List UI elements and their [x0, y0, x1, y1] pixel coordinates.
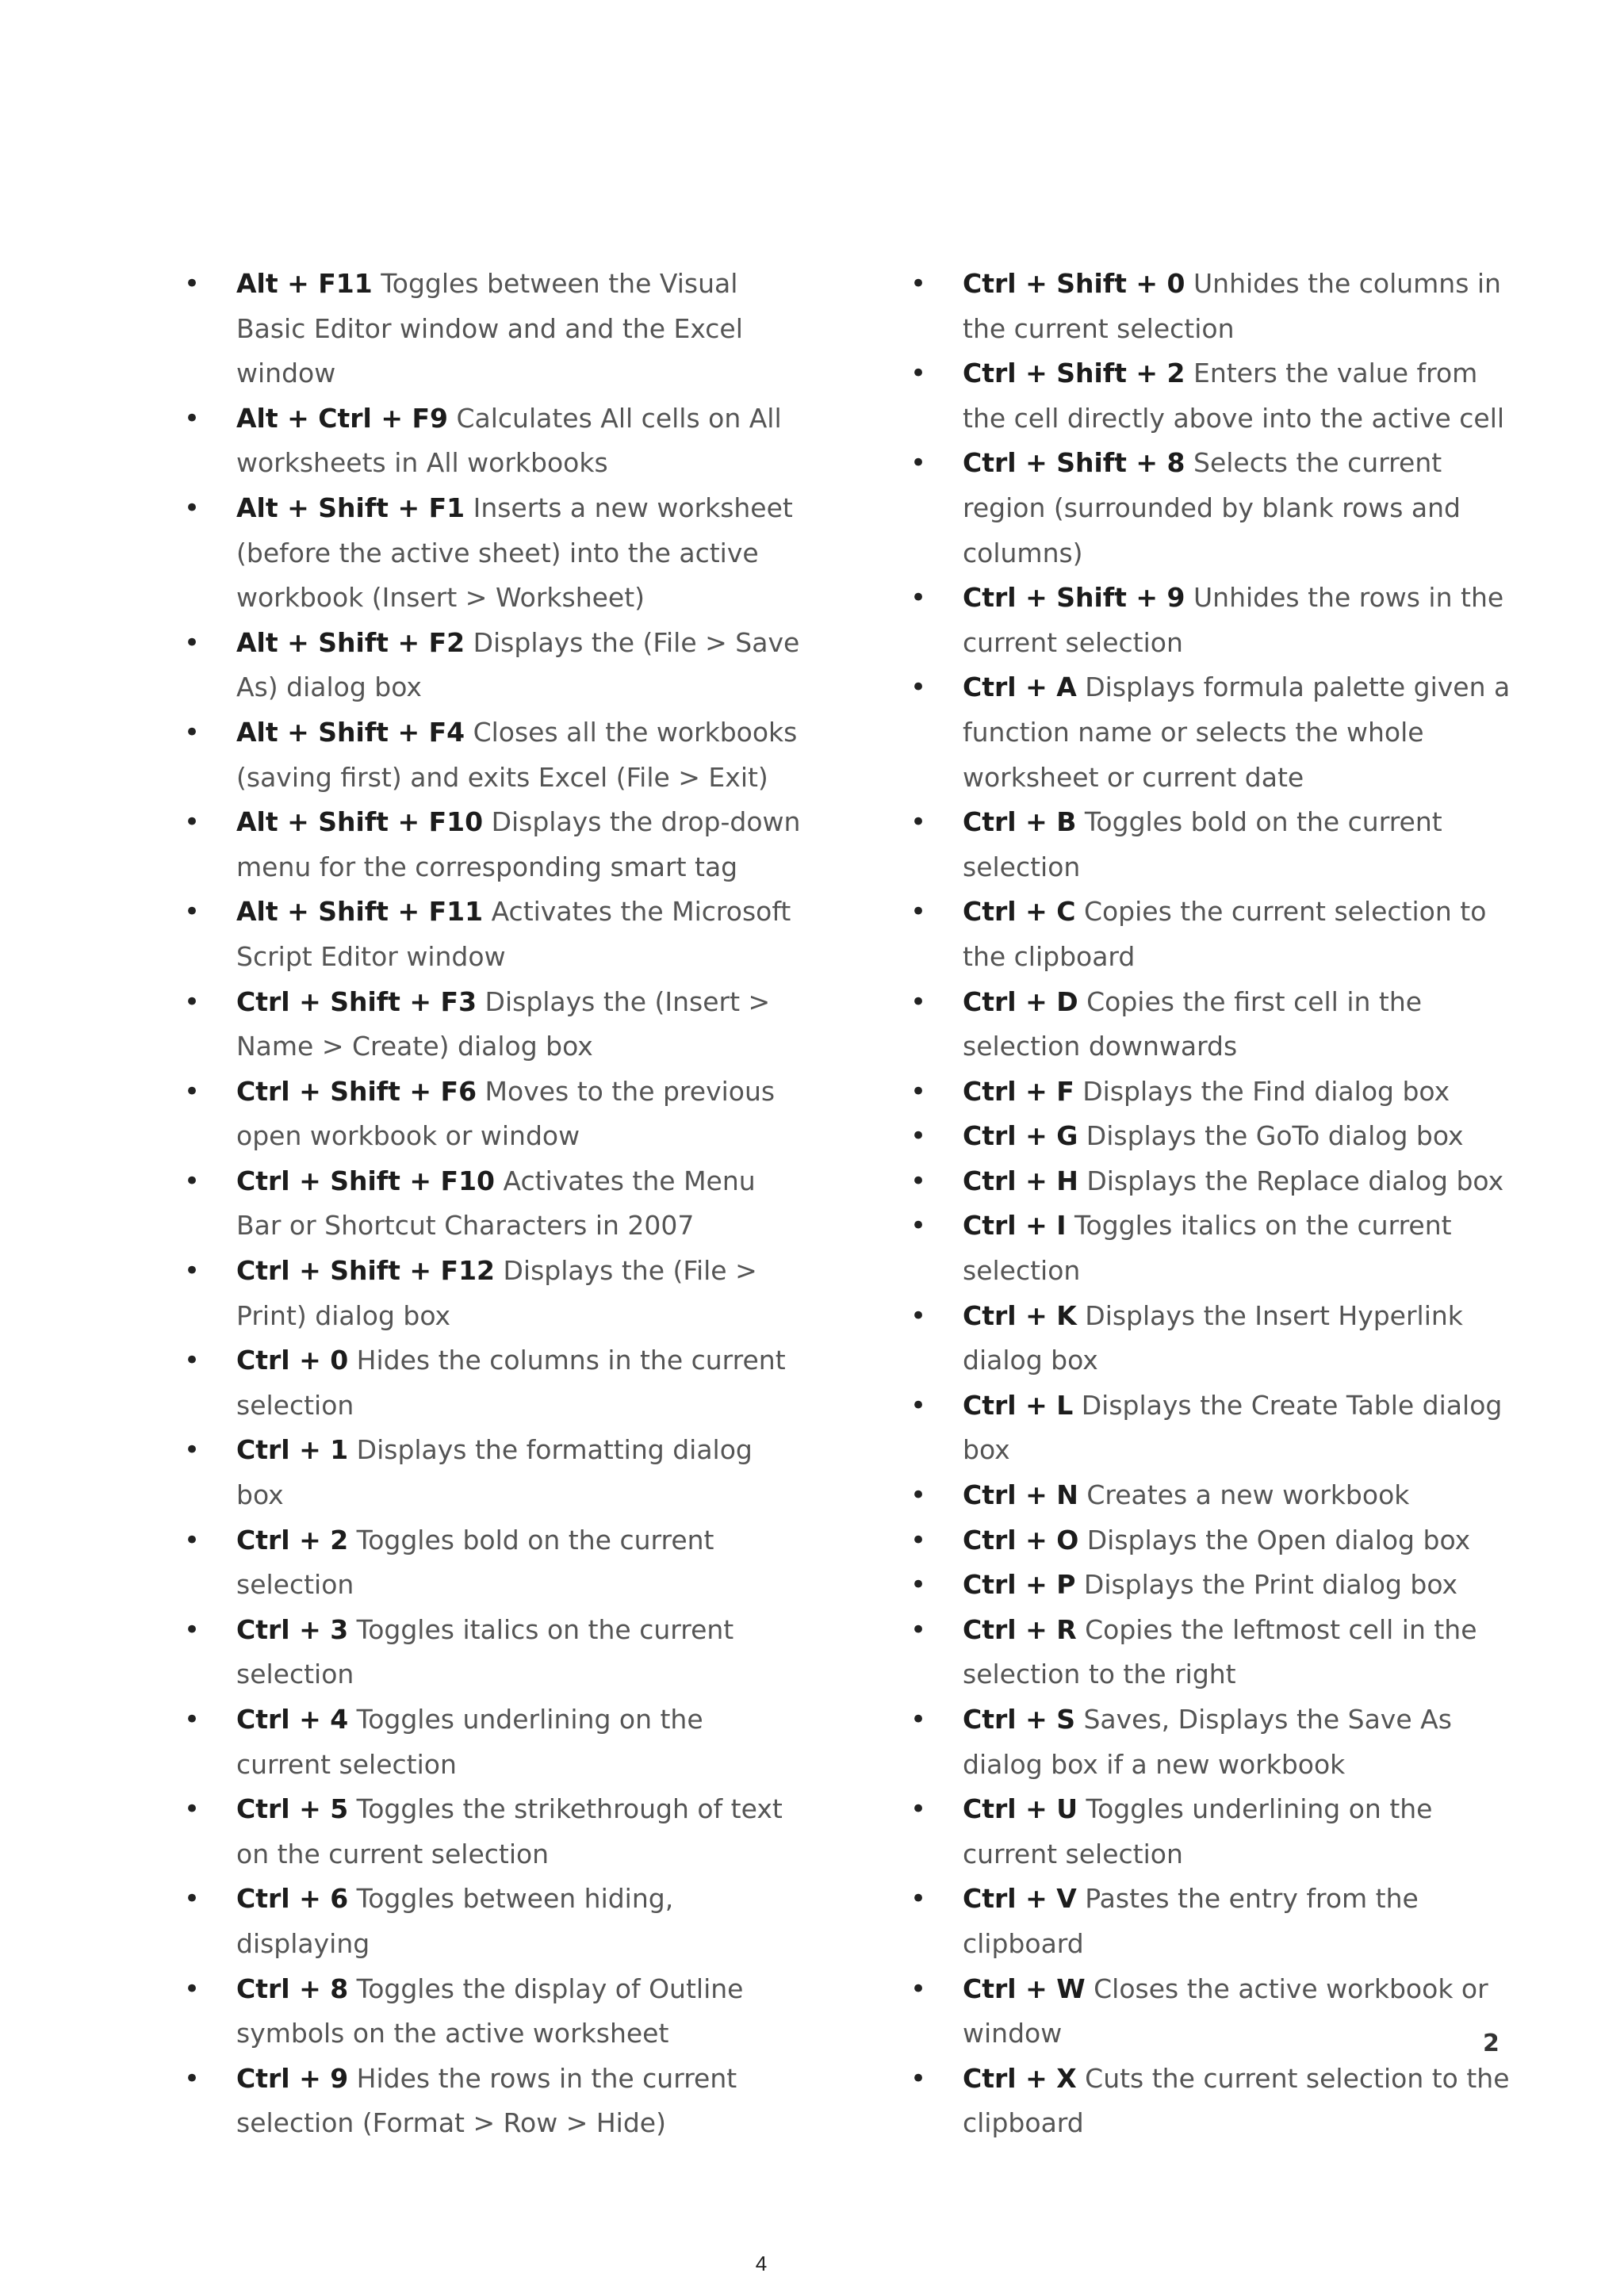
- shortcut-item: [184, 800, 802, 890]
- shortcut-description: Hides the columns in the current selection: [236, 1345, 786, 1421]
- shortcut-description: Displays the Create Table dialog box: [963, 1389, 1503, 1466]
- shortcut-description: Closes the active workbook or window: [963, 1973, 1488, 2049]
- shortcut-list-right: [910, 262, 1513, 2146]
- section-page-number: 2: [1483, 2030, 1500, 2057]
- page-footer-number: 4: [755, 2252, 768, 2275]
- shortcut-item: [910, 1967, 1513, 2057]
- shortcut-item: [184, 621, 802, 710]
- shortcut-description: Displays the Find dialog box: [1082, 1075, 1450, 1107]
- shortcut-description: Displays the Insert Hyperlink dialog box: [963, 1299, 1463, 1376]
- shortcut-keys: Ctrl + 4: [236, 1704, 349, 1735]
- shortcut-item: [910, 1518, 1513, 1563]
- shortcut-keys: Alt + F11: [236, 268, 373, 299]
- shortcut-item: [910, 1203, 1513, 1293]
- shortcut-item: [910, 1608, 1513, 1697]
- shortcut-keys: Ctrl + F: [963, 1075, 1074, 1107]
- shortcut-keys: Ctrl + 8: [236, 1973, 349, 2004]
- shortcut-item: [184, 1877, 802, 1966]
- shortcut-keys: Ctrl + 1: [236, 1434, 349, 1466]
- shortcut-item: [184, 262, 802, 396]
- shortcut-keys: Ctrl + Shift + F10: [236, 1165, 496, 1196]
- shortcut-description: Displays the (File > Save As) dialog box: [236, 626, 800, 703]
- shortcut-description: Unhides the rows in the current selection: [963, 582, 1504, 658]
- shortcut-item: [184, 1967, 802, 2057]
- shortcut-item: [910, 2057, 1513, 2146]
- shortcut-keys: Ctrl + Shift + F3: [236, 985, 477, 1017]
- shortcut-description: Copies the leftmost cell in the selection to the right: [963, 1613, 1477, 1690]
- shortcut-item: [184, 1338, 802, 1428]
- shortcut-description: Toggles between hiding, displaying: [236, 1883, 674, 1959]
- shortcut-description: Displays the Open dialog box: [1086, 1524, 1471, 1556]
- shortcut-item: [910, 665, 1513, 800]
- shortcut-keys: Alt + Shift + F4: [236, 716, 465, 748]
- shortcut-description: Enters the value from the cell directly above into the active cell: [963, 358, 1505, 434]
- shortcut-item: [184, 1608, 802, 1697]
- shortcut-description: Moves to the previous open workbook or window: [236, 1075, 776, 1152]
- shortcut-description: Toggles the display of Outline symbols on the active worksheet: [236, 1973, 744, 2049]
- shortcut-item: [910, 1697, 1513, 1787]
- shortcut-item: [910, 1787, 1513, 1877]
- shortcut-description: Unhides the columns in the current selection: [963, 268, 1501, 344]
- shortcut-description: Toggles italics on the current selection: [236, 1613, 734, 1690]
- shortcut-description: Copies the first cell in the selection downwards: [963, 985, 1423, 1062]
- shortcut-item: [184, 710, 802, 800]
- shortcut-keys: Ctrl + R: [963, 1613, 1077, 1645]
- shortcut-keys: Ctrl + L: [963, 1389, 1074, 1421]
- shortcut-keys: Ctrl + Shift + 0: [963, 268, 1185, 299]
- shortcut-keys: Ctrl + N: [963, 1479, 1078, 1511]
- shortcut-item: [184, 1787, 802, 1877]
- shortcut-description: Copies the current selection to the clipboard: [963, 896, 1487, 972]
- shortcut-keys: Ctrl + 3: [236, 1613, 349, 1645]
- shortcut-item: [910, 576, 1513, 665]
- shortcut-keys: Ctrl + O: [963, 1524, 1079, 1556]
- shortcut-description: Toggles underlining on the current selection: [236, 1704, 703, 1780]
- shortcut-item: [184, 396, 802, 486]
- shortcut-description: Selects the current region (surrounded by blank rows and columns): [963, 447, 1461, 568]
- shortcut-item: [184, 1697, 802, 1787]
- shortcut-description: Cuts the current selection to the clipboard: [963, 2062, 1510, 2139]
- shortcut-keys: Ctrl + X: [963, 2062, 1077, 2094]
- shortcut-description: Creates a new workbook: [1086, 1479, 1410, 1511]
- shortcut-keys: Ctrl + W: [963, 1973, 1086, 2004]
- shortcut-keys: Ctrl + 9: [236, 2062, 349, 2094]
- shortcut-item: [910, 800, 1513, 890]
- shortcut-item: [910, 1563, 1513, 1608]
- shortcut-description: Closes all the workbooks (saving first) and exits Excel (File > Exit): [236, 716, 798, 793]
- shortcut-description: Saves, Displays the Save As dialog box if a new workbook: [963, 1704, 1452, 1780]
- shortcut-keys: Ctrl + V: [963, 1883, 1077, 1915]
- shortcut-item: [184, 890, 802, 979]
- shortcut-item: [184, 980, 802, 1070]
- shortcut-keys: Alt + Shift + F1: [236, 492, 465, 523]
- shortcut-keys: Alt + Shift + F11: [236, 896, 484, 928]
- shortcut-keys: Ctrl + Shift + 2: [963, 358, 1185, 389]
- shortcut-item: [910, 1159, 1513, 1204]
- shortcut-list-left: [184, 262, 802, 2146]
- shortcut-item: [910, 1294, 1513, 1383]
- shortcut-keys: Ctrl + K: [963, 1299, 1077, 1331]
- shortcut-description: Activates the Microsoft Script Editor window: [236, 896, 791, 972]
- shortcut-item: [910, 1383, 1513, 1473]
- shortcut-keys: Ctrl + A: [963, 672, 1077, 703]
- shortcut-item: [184, 1249, 802, 1338]
- shortcut-description: Displays the Print dialog box: [1083, 1569, 1458, 1601]
- shortcut-description: Displays the GoTo dialog box: [1086, 1120, 1464, 1152]
- shortcut-item: [910, 1114, 1513, 1159]
- shortcut-item: [910, 980, 1513, 1070]
- shortcut-item: [184, 486, 802, 621]
- shortcut-description: Displays the drop-down menu for the corresponding smart tag: [236, 806, 801, 882]
- shortcut-item: [910, 1473, 1513, 1518]
- shortcut-description: Toggles italics on the current selection: [963, 1210, 1452, 1287]
- shortcut-keys: Ctrl + S: [963, 1704, 1075, 1735]
- shortcut-description: Displays the Replace dialog box: [1086, 1165, 1504, 1196]
- shortcut-description: Activates the Menu Bar or Shortcut Characters in 2007: [236, 1165, 756, 1242]
- shortcut-description: Displays the (Insert > Name > Create) dialog box: [236, 985, 771, 1062]
- shortcut-keys: Ctrl + 6: [236, 1883, 349, 1915]
- shortcut-description: Calculates All cells on All worksheets in All workbooks: [236, 402, 782, 479]
- shortcut-keys: Ctrl + 5: [236, 1793, 349, 1825]
- shortcut-description: Displays formula palette given a function name or selects the whole worksheet or current date: [963, 672, 1511, 793]
- shortcut-keys: Ctrl + I: [963, 1210, 1067, 1242]
- shortcut-item: [910, 1070, 1513, 1115]
- shortcut-keys: Ctrl + U: [963, 1793, 1078, 1825]
- shortcut-keys: Ctrl + Shift + 8: [963, 447, 1185, 479]
- shortcut-keys: Ctrl + Shift + 9: [963, 582, 1185, 614]
- shortcut-keys: Ctrl + 2: [236, 1524, 349, 1556]
- shortcut-item: [910, 262, 1513, 351]
- shortcut-keys: Alt + Shift + F2: [236, 626, 465, 658]
- shortcut-item: [184, 1070, 802, 1159]
- shortcut-description: Displays the formatting dialog box: [236, 1434, 753, 1511]
- shortcut-description: Hides the rows in the current selection (Format > Row > Hide): [236, 2062, 737, 2139]
- shortcut-item: [184, 2057, 802, 2146]
- shortcut-keys: Ctrl + B: [963, 806, 1077, 838]
- shortcut-description: Inserts a new worksheet (before the active sheet) into the active workbook (Insert > Worksheet): [236, 492, 793, 614]
- shortcut-keys: Ctrl + G: [963, 1120, 1078, 1152]
- shortcut-keys: Ctrl + 0: [236, 1345, 349, 1376]
- shortcut-description: Toggles the strikethrough of text on the current selection: [236, 1793, 783, 1869]
- shortcut-item: [910, 1877, 1513, 1966]
- shortcut-item: [910, 441, 1513, 576]
- shortcut-item: [184, 1159, 802, 1249]
- shortcut-keys: Ctrl + C: [963, 896, 1076, 928]
- shortcut-description: Toggles bold on the current selection: [963, 806, 1442, 882]
- shortcut-item: [910, 351, 1513, 441]
- shortcut-keys: Ctrl + H: [963, 1165, 1078, 1196]
- shortcut-item: [184, 1518, 802, 1608]
- shortcut-description: Toggles between the Visual Basic Editor window and and the Excel window: [236, 268, 743, 389]
- shortcut-keys: Ctrl + P: [963, 1569, 1076, 1601]
- shortcut-description: Toggles bold on the current selection: [236, 1524, 714, 1601]
- shortcut-item: [184, 1428, 802, 1517]
- shortcut-keys: Ctrl + Shift + F12: [236, 1255, 496, 1287]
- shortcut-description: Pastes the entry from the clipboard: [963, 1883, 1419, 1959]
- shortcut-item: [910, 890, 1513, 979]
- shortcut-description: Displays the (File > Print) dialog box: [236, 1255, 757, 1331]
- shortcut-keys: Alt + Shift + F10: [236, 806, 484, 838]
- shortcut-keys: Alt + Ctrl + F9: [236, 402, 448, 434]
- shortcut-description: Toggles underlining on the current selection: [963, 1793, 1433, 1869]
- shortcut-keys: Ctrl + Shift + F6: [236, 1075, 477, 1107]
- shortcut-keys: Ctrl + D: [963, 985, 1078, 1017]
